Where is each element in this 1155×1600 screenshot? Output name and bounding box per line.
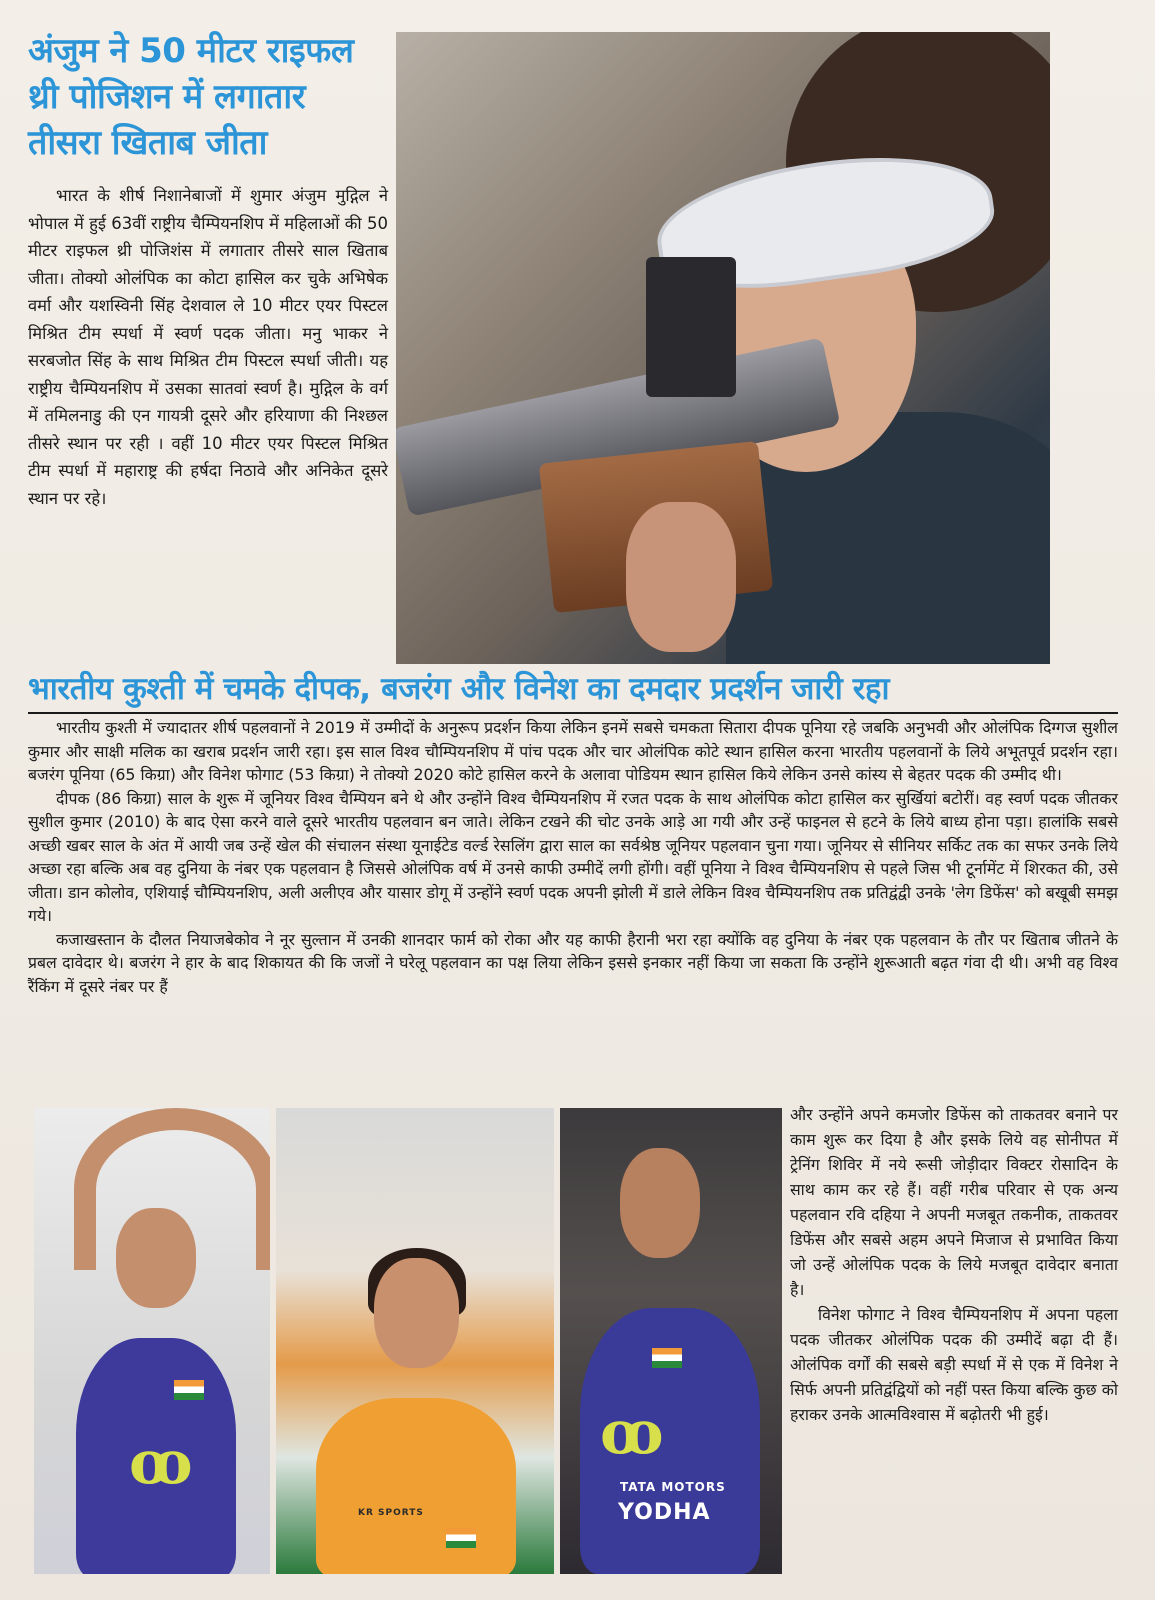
wrestling-side-column [790,1102,1118,1427]
wrestling-side-para-2: विनेश फोगाट ने विश्व चैम्पियनशिप में अपना पहला पदक जीतकर ओलंपिक पदक की उम्मीदें बढ़ा दी हैं। ओलंपिक वर्गों की सबसे बड़ी स्पर्धा में से एक में विनेश ने सिर्फ अपनी प्रतिद्वंद्वियों को नहीं पस्त किया बल्कि कुछ को हराकर उनके आत्मविश्वास में बढ़ोतरी भी हुई। [790,1305,1118,1424]
article-anjum [28,28,388,668]
headline-anjum: अंजुम ने 50 मीटर राइफल थ्री पोजिशन में लगातार तीसरा खिताब जीता [28,31,354,163]
photo-head [620,1148,700,1258]
wrestling-side-para-1: और उन्होंने अपने कमजोर डिफेंस को ताकतवर बनाने पर काम शुरू कर दिया है और इसके लिये वह सोनीपत में ट्रेनिंग शिविर में नये रूसी जोड़ीदार विक्टर रोसादिन के साथ काम कर रहे हैं। वहीं गरीब परिवार से एक अन्य पहलवान रवि दहिया ने अपनी मजबूत तकनीक, ताकतवर डिफेंस और सबसे अहम अपने मिजाज से प्रभावित किया जो उन्हें ओलंपिक पदक के लिये मजबूत दावेदार बनाता है। [790,1105,1118,1299]
emblem-icon: ꝏ [600,1398,664,1468]
wrestling-para-3: कजाखस्तान के दौलत नियाजबेकोव ने नूर सुल्तान में उनकी शानदार फार्म को रोका और यह काफी हैरानी भरा रहा क्योंकि वह दुनिया के नंबर एक पहलवान के तौर पर खिताब जीतने के प्रबल दावेदार थे। बजरंग ने हार के बाद शिकायत की कि जजों ने घरेलू पहलवान का पक्ष लिया लेकिन इससे इनकार नहीं किया जा सकता कि उन्होंने शुरूआती बढ़त गंवा दी थी। अभी वह विश्व रैंकिंग में दूसरे नंबर पर हैं [28,929,1118,996]
photo-hand [626,502,736,652]
photo-vinesh-phogat [276,1108,554,1574]
photo-bajrang-punia [560,1108,782,1574]
team-name: YODHA [618,1500,711,1525]
sponsor-name: TATA MOTORS [620,1480,726,1494]
photo-singlet [316,1398,516,1574]
photo-head [374,1258,459,1368]
article-wrestling [28,716,1118,998]
photo-deepak-punia [34,1108,270,1574]
article-anjum-body: भारत के शीर्ष निशानेबाजों में शुमार अंजुम मुद्गिल ने भोपाल में हुई 63वीं राष्ट्रीय चैम्पियनशिप में महिलाओं की 50 मीटर राइफल थ्री पोजिशंस में लगातार तीसरे साल खिताब जीता। तोक्यो ओलंपिक का कोटा हासिल कर चुके अभिषेक वर्मा और यशस्विनी सिंह देशवाल ले 10 मीटर एयर पिस्टल मिश्रित टीम स्पर्धा में स्वर्ण पदक जीता। मनु भाकर ने सरबजोत सिंह के साथ मिश्रित टीम पिस्टल स्पर्धा जीती। यह राष्ट्रीय चैम्पियनशिप में उसका सातवां स्वर्ण है। मुद्गिल के वर्ग में तमिलनाडु की एन गायत्री दूसरे और हरियाणा की निश्छल तीसरे स्थान पर रही । वहीं 10 मीटर एयर पिस्टल मिश्रित टीम स्पर्धा में महाराष्ट्र की हर्षदा निठावे और अनिकेत दूसरे स्थान पर रहे। [28,186,388,508]
indian-flag-icon [174,1380,204,1400]
indian-flag-icon [446,1528,476,1548]
wrestling-para-2: दीपक (86 किग्रा) साल के शुरू में जूनियर विश्व चैम्पियन बने थे और उन्होंने विश्व चैम्पियनशिप में रजत पदक के साथ ओलंपिक कोटा हासिल कर सुर्खियां बटोरीं। वह स्वर्ण पदक जीतकर सुशील कुमार (2010) के बाद ऐसा करने वाले दूसरे भारतीय पहलवान बन जाते। लेकिन टखने की चोट उनके आड़े आ गयी और उन्हें फाइनल से हटने के लिये बाध्य होना पड़ा। हालांकि सबसे अच्छी खबर साल के अंत में आयी जब उन्हें खेल की संचालन संस्था यूनाईटेड वर्ल्ड रेसलिंग द्वारा साल का सर्वश्रेष्ठ जूनियर पहलवान चुना गया। जूनियर से सीनियर सर्किट तक का सफर उनके लिये अच्छा रहा बल्कि अब वह दुनिया के नंबर एक पहलवान है जिससे ओलंपिक वर्ष में उनसे काफी उम्मीदें लगी होंगी। वहीं पूनिया ने विश्व चैम्पियनशिप से पहले जिस भी टूर्नामेंट में शिरकत की, उसे जीता। डान कोलोव, एशियाई चौम्पियनशिप, अली अलीएव और यासार डोगू में उन्होंने स्वर्ण पदक अपनी झोली में डाले लेकिन विश्व चैम्पियनशिप तक प्रतिद्वंद्वी उनके 'लेग डिफेंस' को बखूबी समझ गये। [28,788,1118,925]
photo-rifle-sight [646,257,736,397]
indian-flag-icon [652,1348,682,1368]
headline-wrestling: भारतीय कुश्ती में चमके दीपक, बजरंग और विनेश का दमदार प्रदर्शन जारी रहा [28,671,890,707]
photo-head [116,1208,196,1308]
emblem-icon: ꝏ [129,1428,193,1498]
kit-brand: KR SPORTS [358,1508,424,1518]
headline-rule [28,712,1118,714]
wrestling-para-1: भारतीय कुश्ती में ज्यादातर शीर्ष पहलवानों ने 2019 में उम्मीदों के अनुरूप प्रदर्शन किया लेकिन इनमें सबसे चमकता सितारा दीपक पूनिया रहे जबकि अनुभवी और ओलंपिक दिग्गज सुशील कुमार और साक्षी मलिक का खराब प्रदर्शन जारी रहा। इस साल विश्व चौम्पियनशिप में पांच पदक और चार ओलंपिक कोटे स्थान हासिल करना भारतीय पहलवानों के लिये अभूतपूर्व प्रदर्शन रहा। बजरंग पूनिया (65 किग्रा) और विनेश फोगाट (53 किग्रा) ने तोक्यो 2020 कोटे हासिल करने के अलावा पोडियम स्थान हासिल किये लेकिन उनसे कांस्य से बेहतर पदक की उम्मीद थी। [28,718,1118,784]
photo-anjum-shooter [396,32,1050,664]
